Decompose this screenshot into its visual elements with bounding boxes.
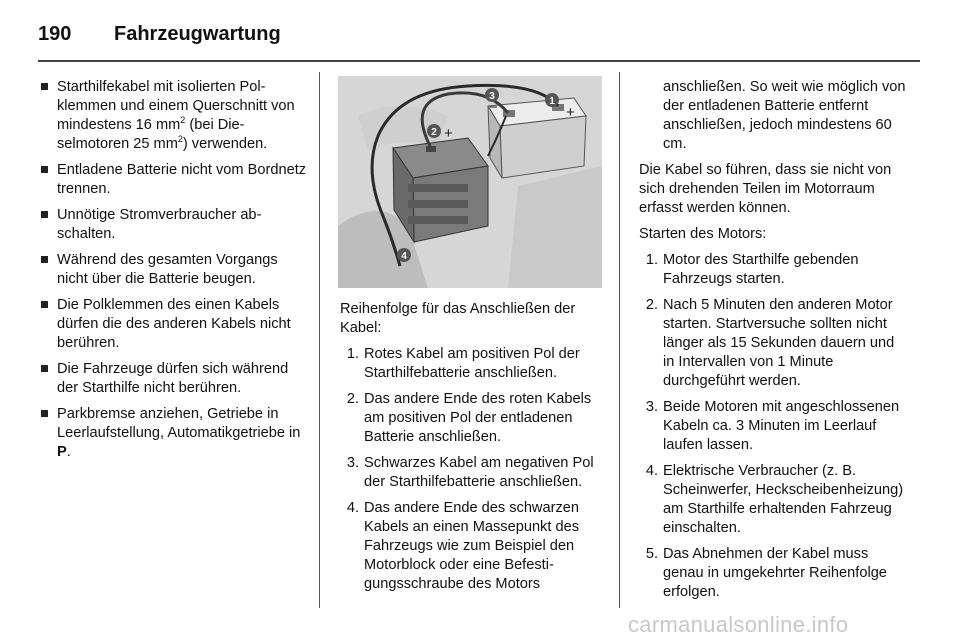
list-item: Entladene Batterie nicht vom Bordnetz trennen. bbox=[40, 161, 308, 199]
svg-text:−: − bbox=[489, 99, 498, 116]
connection-intro: Reihenfolge für das Anschließen der Kabel: bbox=[340, 301, 576, 336]
list-item: 2. Nach 5 Minuten den anderen Motor starten. Startversuche sollten nicht länger als 15 Sekunden dauern und in Intervallen von 1 Minute durchgeführt werden. bbox=[645, 297, 895, 389]
callout-4 bbox=[397, 248, 411, 262]
column-middle bbox=[340, 300, 606, 601]
list-item: Starthilfekabel mit isolierten Polklemmen und einem Querschnitt von mindestens 16 $mm^2$ (bei Dieselmotoren 25 $mm^2$) verwenden. bbox=[40, 78, 308, 154]
column-divider bbox=[319, 72, 320, 608]
discharged-battery bbox=[393, 138, 488, 242]
list-item: 4. Das andere Ende des schwarzen Kabels an einen Massepunkt des Fahrzeugs wie zum Beispiel den Motorblock oder eine Befestigungsschraube des Motors bbox=[346, 500, 579, 592]
watermark: carmanualsonline.info bbox=[628, 612, 849, 637]
list-item: Während des gesamten Vorgangs nicht über die Batterie beugen. bbox=[40, 251, 308, 289]
jump-start-illustration bbox=[338, 76, 602, 288]
routing-paragraph: Die Kabel so führen, dass sie nicht von sich drehenden Teilen im Motorraum erfasst werden können. bbox=[639, 162, 892, 216]
list-item: 2. Das andere Ende des roten Kabels am positiven Pol der entladenen Batterie anschließen. bbox=[346, 391, 592, 445]
list-item: 3. Schwarzes Kabel am negativen Pol der Starthilfebatterie anschließen. bbox=[346, 455, 594, 490]
svg-text:1: 1 bbox=[549, 96, 555, 107]
battery-illustration-svg bbox=[338, 76, 602, 288]
starting-heading: Starten des Motors: bbox=[639, 226, 767, 242]
svg-text:+: + bbox=[566, 104, 575, 121]
list-item: Unnötige Stromverbraucher abschalten. bbox=[40, 206, 308, 244]
connection-steps bbox=[340, 345, 606, 594]
list-item: 5. Das Abnehmen der Kabel muss genau in umgekehrter Reihenfolge erfolgen. bbox=[645, 546, 887, 600]
column-left bbox=[40, 78, 308, 469]
list-item: 4. Elektrische Verbraucher (z. B. Scheinwerfer, Heckscheibenheizung) am Starthilfe erhaltenden Fahrzeug einschalten. bbox=[645, 463, 904, 536]
svg-text:2: 2 bbox=[431, 127, 437, 138]
header-divider bbox=[38, 60, 920, 62]
list-item: Die Fahrzeuge dürfen sich während der Starthilfe nicht berühren. bbox=[40, 360, 308, 398]
list-item: 1. Rotes Kabel am positiven Pol der Starthilfebatterie anschließen. bbox=[346, 346, 580, 381]
svg-text:+: + bbox=[444, 125, 453, 142]
starting-steps bbox=[639, 251, 907, 602]
list-item: 3. Beide Motoren mit angeschlossenen Kabeln ca. 3 Minuten im Leerlauf laufen lassen. bbox=[645, 399, 900, 453]
list-item: 1. Motor des Starthilfe gebenden Fahrzeugs starten. bbox=[645, 252, 859, 287]
column-divider bbox=[619, 72, 620, 608]
svg-text:4: 4 bbox=[401, 251, 407, 262]
precaution-list bbox=[40, 78, 308, 462]
list-item: Parkbremse anziehen, Getriebe in Leerlaufstellung, Automatikgetriebe in P. bbox=[40, 405, 308, 462]
svg-text:3: 3 bbox=[489, 91, 495, 102]
column-right bbox=[639, 78, 907, 609]
step-continuation: anschließen. So weit wie möglich von der entladenen Batterie entfernt anschließen, jedoch mindestens 60 cm. bbox=[663, 79, 906, 152]
page-number: 190 bbox=[38, 22, 72, 45]
page-header bbox=[38, 14, 281, 54]
list-item: Die Polklemmen des einen Kabels dürfen die des anderen Kabels nicht berühren. bbox=[40, 296, 308, 353]
page-title: Fahrzeugwartung bbox=[114, 22, 281, 45]
